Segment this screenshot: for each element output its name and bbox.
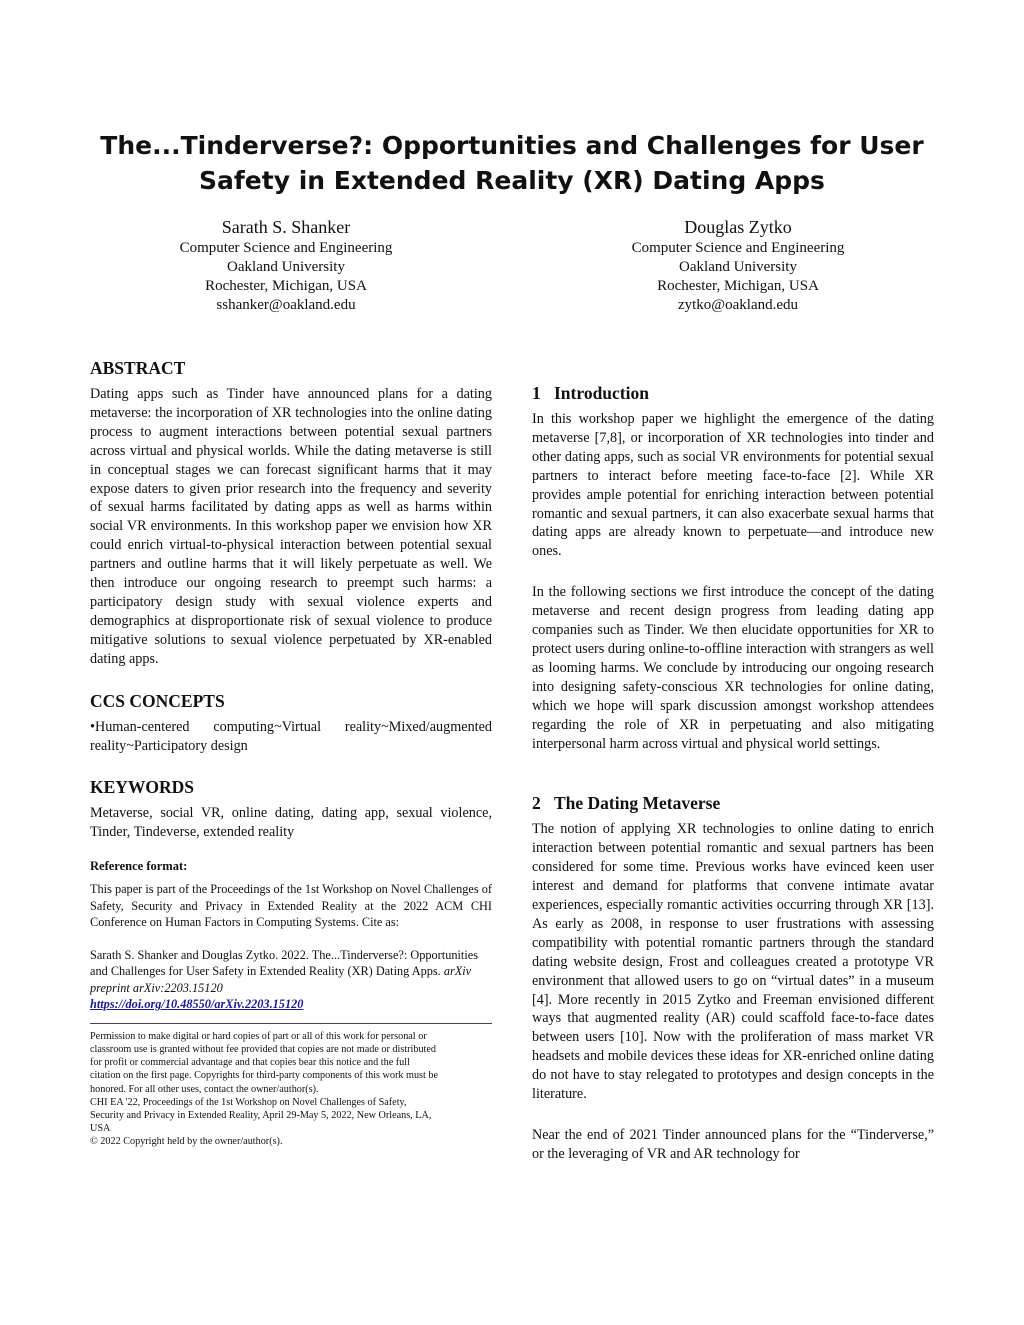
metaverse-paragraph-1: The notion of applying XR technologies to online dating to enrich interaction between potential romantic and sexual partners has been considered for some time. Previous works have evinced keen user interest and demand for platforms that convene intimate avatar experiences, especially romantic activities occurring through XR [13]. As early as 2008, in response to user frustrations with assessing compatibility with potential romantic partners through the standard dating website design, Frost and colleagues created a prototype VR environment that allowed users to go on “virtual dates” in a museum [4]. More recently in 2015 Zytko and Freeman envisioned different ways that augmented reality (AR) could scaffold face-to-face dates between users [10]. Now with the proliferation of mass market VR headsets and mobile devices these ideas for XR-enriched online dating do not have to stay relegated to prototypes and design concepts in the literature. xyxy=(532,821,934,1103)
keywords-heading: KEYWORDS xyxy=(90,777,195,798)
section-title: The Dating Metaverse xyxy=(554,793,721,814)
doi-link[interactable]: https://doi.org/10.48550/arXiv.2203.15120 xyxy=(90,997,304,1012)
permission-line: Permission to make digital or hard copies of part or all of this work for personal or xyxy=(90,1030,427,1042)
author-dept: Computer Science and Engineering xyxy=(631,240,845,256)
author-dept: Computer Science and Engineering xyxy=(179,240,393,256)
ccs-text: •Human-centered computing~Virtual reality~Mixed/augmented reality~Participatory design xyxy=(90,718,492,754)
copyright-line: © 2022 Copyright held by the owner/author(s). xyxy=(90,1136,283,1148)
intro-paragraph-1: In this workshop paper we highlight the emergence of the dating metaverse [7,8], or incorporation of XR technologies into tinder and other dating apps, such as social VR environments for potential sexual partners to interact before meeting face-to-face [2]. While XR provides ample potential for enriching interaction between potential romantic and sexual partners, it can also exacerbate sexual harms that dating apps are already known to perpetuate—and introduce new ones. xyxy=(532,411,934,560)
title-line-2: Safety in Extended Reality (XR) Dating Apps xyxy=(199,166,825,195)
permission-line: for profit or commercial advantage and that copies bear this notice and the full xyxy=(90,1057,410,1069)
section-number: 1 xyxy=(532,383,541,403)
reference-note: This paper is part of the Proceedings of the 1st Workshop on Novel Challenges of Safety, Security and Privacy in Extended Reality at the 2022 ACM CHI Conference on Human Factors in Computing Systems. Cite as: xyxy=(90,882,492,930)
abstract-heading: ABSTRACT xyxy=(90,358,186,378)
citation-preprint: arXiv preprint arXiv:2203.15120 xyxy=(90,964,472,995)
ccs-heading: CCS CONCEPTS xyxy=(90,690,225,711)
author-block-1 xyxy=(106,216,466,315)
intro-heading xyxy=(532,381,934,405)
footnote-rule xyxy=(90,1023,492,1024)
author-name: Douglas Zytko xyxy=(684,217,792,237)
author-email: sshanker@oakland.edu xyxy=(216,297,356,313)
author-location: Rochester, Michigan, USA xyxy=(657,278,819,294)
right-column xyxy=(532,381,934,1164)
metaverse-heading xyxy=(532,791,934,815)
metaverse-paragraph-2: Near the end of 2021 Tinder announced plans for the “Tinderverse,” or the leveraging of VR and AR technology for xyxy=(532,1127,934,1162)
author-block-2 xyxy=(558,216,918,315)
author-org: Oakland University xyxy=(227,259,345,275)
section-number: 2 xyxy=(532,793,541,814)
intro-paragraph-2: In the following sections we first introduce the concept of the dating metaverse and recent design progress from leading dating app companies such as Tinder. We then elucidate opportunities for XR to protect users during online-to-offline interaction with strangers as well as looming harms. We conclude by introducing our ongoing research into designing safety-conscious XR technologies for online dating, which we hope will spark discussion amongst workshop attendees regarding the role of XR in perpetuating and also mitigating interpersonal harm across virtual and physical world settings. xyxy=(532,584,934,752)
author-location: Rochester, Michigan, USA xyxy=(205,278,367,294)
title-line-1: The...Tinderverse?: Opportunities and Challenges for User xyxy=(100,131,924,160)
permission-line: CHI EA '22, Proceedings of the 1st Workshop on Novel Challenges of Safety, xyxy=(90,1096,407,1108)
keywords-text: Metaverse, social VR, online dating, dating app, sexual violence, Tinder, Tindeverse, extended reality xyxy=(90,805,492,841)
permission-line: Security and Privacy in Extended Reality, April 29-May 5, 2022, New Orleans, LA, xyxy=(90,1109,432,1121)
left-column xyxy=(90,356,492,1149)
permission-line: honored. For all other uses, contact the owner/author(s). xyxy=(90,1083,319,1095)
citation-text: Sarath S. Shanker and Douglas Zytko. 2022. The...Tinderverse?: Opportunities and Challenges for User Safety in Extended Reality (XR) Dating Apps. xyxy=(90,947,478,979)
permission-line: classroom use is granted without fee provided that copies are not made or distributed xyxy=(90,1043,436,1055)
abstract-text: Dating apps such as Tinder have announced plans for a dating metaverse: the incorporation of XR technologies into the online dating process to augment interactions between potential sexual partners across virtual and physical worlds. While the dating metaverse is still in conceptual stages we can forecast significant harms that it may expose daters to given prior research into the frequency and severity of sexual harms facilitated by dating apps as well as harms within social VR environments. In this workshop paper we envision how XR could enrich virtual-to-physical interaction between potential sexual partners and outline harms that it will likely perpetuate as well. We then introduce our ongoing research to preempt such harms: a participatory design study with sexual violence experts and demographics at disproportionate risk of sexual violence to produce mitigative solutions to sexual violence perpetuated by XR-enabled dating apps. xyxy=(90,386,492,667)
author-name: Sarath S. Shanker xyxy=(221,217,351,237)
paper-title xyxy=(80,128,944,198)
permission-line: citation on the first page. Copyrights for third-party components of this work must be xyxy=(90,1070,439,1082)
reference-format-label: Reference format: xyxy=(90,859,188,874)
author-email: zytko@oakland.edu xyxy=(677,297,799,313)
permission-statement xyxy=(90,1030,492,1149)
permission-line: USA xyxy=(90,1123,111,1135)
author-org: Oakland University xyxy=(679,259,797,275)
citation xyxy=(90,947,492,1013)
section-title: Introduction xyxy=(554,383,649,403)
